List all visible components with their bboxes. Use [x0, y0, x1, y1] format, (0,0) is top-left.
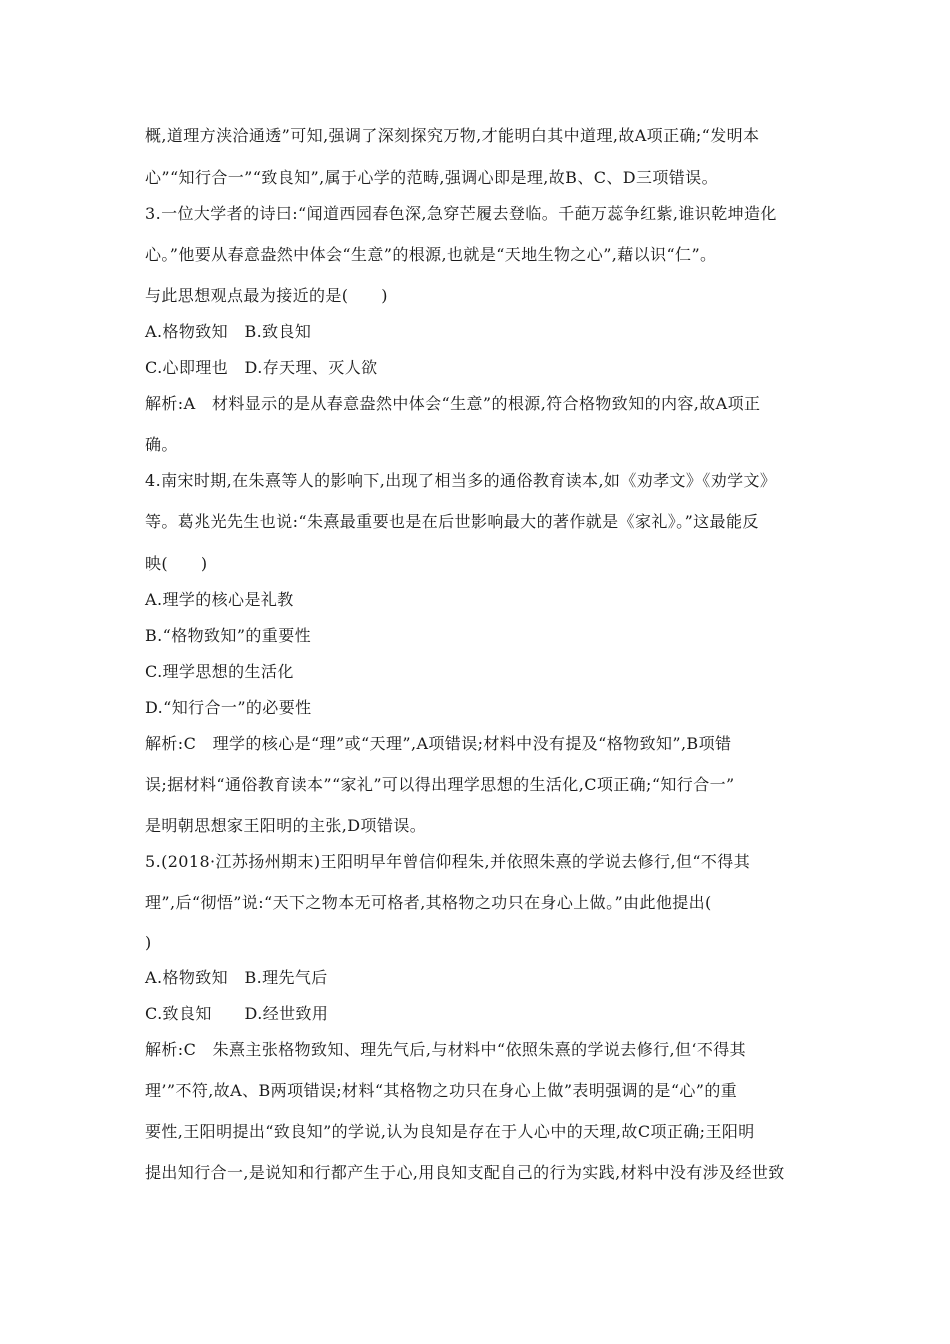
text-line: 心”“知行合一”“致良知”,属于心学的范畴,强调心即是理,故B、C、D三项错误。	[145, 168, 718, 187]
text-line: 是明朝思想家王阳明的主张,D项错误。	[145, 816, 427, 835]
text-line: )	[145, 933, 152, 952]
text-line: 要性,王阳明提出“致良知”的学说,认为良知是存在于人心中的天理,故C项正确;王阳明	[145, 1122, 755, 1141]
text-line: 提出知行合一,是说知和行都产生于心,用良知支配自己的行为实践,材料中没有涉及经世致	[145, 1163, 785, 1182]
text-line: 误;据材料“通俗教育读本”“家礼”可以得出理学思想的生活化,C项正确;“知行合一”	[145, 775, 735, 794]
text-line: 映( )	[145, 554, 208, 573]
question-4-option-d: D.“知行合一”的必要性	[145, 698, 312, 717]
question-4-option-c: C.理学思想的生活化	[145, 662, 294, 681]
text-line: 理’”不符,故A、B两项错误;材料“其格物之功只在身心上做”表明强调的是“心”的重	[145, 1081, 738, 1100]
text-line: 心。”他要从春意盎然中体会“生意”的根源,也就是“天地生物之心”,藉以识“仁”。	[145, 245, 717, 264]
text-line: 概,道理方浃洽通透”可知,强调了深刻探究万物,才能明白其中道理,故A项正确;“发明本	[145, 126, 760, 145]
question-3-stem: 3.一位大学者的诗曰:“闻道西园春色深,急穿芒履去登临。千葩万蕊争红紫,谁识乾坤造化	[145, 204, 777, 223]
question-4-analysis: 解析:C 理学的核心是“理”或“天理”,A项错误;材料中没有提及“格物致知”,B项错	[145, 734, 732, 753]
question-3-options-cd: C.心即理也 D.存天理、灭人欲	[145, 358, 378, 377]
text-line: 确。	[145, 435, 178, 454]
question-4-option-b: B.“格物致知”的重要性	[145, 626, 312, 645]
question-5-options-ab: A.格物致知 B.理先气后	[145, 968, 328, 987]
question-4-stem: 4.南宋时期,在朱熹等人的影响下,出现了相当多的通俗教育读本,如《劝孝文》《劝学文》	[145, 471, 777, 490]
text-line: 与此思想观点最为接近的是( )	[145, 286, 388, 305]
question-3-analysis: 解析:A 材料显示的是从春意盎然中体会“生意”的根源,符合格物致知的内容,故A项正	[145, 394, 761, 413]
text-line: 理”,后“彻悟”说:“天下之物本无可格者,其格物之功只在身心上做。”由此他提出(	[145, 893, 712, 912]
question-5-stem: 5.(2018·江苏扬州期末)王阳明早年曾信仰程朱,并依照朱熹的学说去修行,但“不得其	[145, 852, 751, 871]
question-5-analysis: 解析:C 朱熹主张格物致知、理先气后,与材料中“依照朱熹的学说去修行,但‘不得其	[145, 1040, 747, 1059]
question-4-option-a: A.理学的核心是礼教	[145, 590, 294, 609]
question-5-options-cd: C.致良知 D.经世致用	[145, 1004, 329, 1023]
question-3-options-ab: A.格物致知 B.致良知	[145, 322, 312, 341]
text-line: 等。葛兆光先生也说:“朱熹最重要也是在后世影响最大的著作就是《家礼》。”这最能反	[145, 512, 759, 531]
